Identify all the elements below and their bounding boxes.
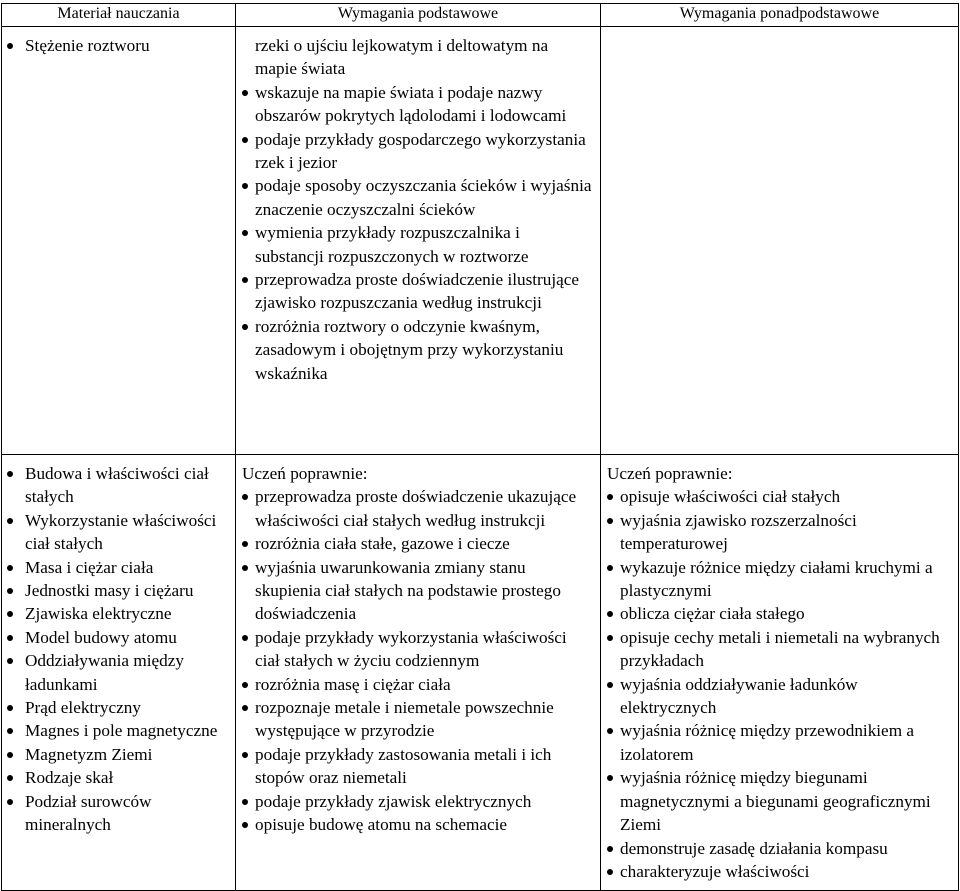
header-row xyxy=(2,4,959,27)
table-row xyxy=(2,455,959,891)
requirement-item: rozróżnia masę i ciężar ciała xyxy=(236,673,592,696)
requirement-item: opisuje budowę atomu na schemacie xyxy=(236,813,592,836)
basic-requirements-cell xyxy=(236,27,601,455)
topic-item: Magnes i pole magnetyczne xyxy=(2,719,235,742)
topic-item: Prąd elektryczny xyxy=(2,696,235,719)
requirement-item: wyjaśnia zjawisko rozszerzalności temperaturowej xyxy=(601,509,952,556)
topic-item: Wykorzystanie właściwości ciał stałych xyxy=(2,509,235,556)
requirement-item: podaje przykłady wykorzystania właściwości ciał stałych w życiu codziennym xyxy=(236,626,592,673)
topics-cell xyxy=(2,455,236,891)
header-basic-requirements: Wymagania podstawowe xyxy=(236,4,601,27)
requirements-intro: Uczeń poprawnie: xyxy=(607,464,733,483)
advanced-requirements-cell xyxy=(601,455,959,891)
requirement-item: opisuje cechy metali i niemetali na wybranych przykładach xyxy=(601,626,952,673)
requirement-item: przeprowadza proste doświadczenie ukazujące właściwości ciał stałych według instrukcji xyxy=(236,485,592,532)
topic-item: Podział surowców mineralnych xyxy=(2,790,235,837)
requirement-item: wyjaśnia uwarunkowania zmiany stanu skupienia ciał stałych na podstawie prostego doświadczenia xyxy=(236,556,592,626)
requirement-item: podaje przykłady gospodarczego wykorzystania rzek i jezior xyxy=(236,128,592,175)
topic-item: Model budowy atomu xyxy=(2,626,235,649)
curriculum-table xyxy=(1,3,959,891)
table-row xyxy=(2,27,959,455)
requirement-item: charakteryzuje właściwości xyxy=(601,860,952,883)
requirement-list xyxy=(236,485,600,836)
requirement-item: wymienia przykłady rozpuszczalnika i substancji rozpuszczonych w roztworze xyxy=(236,221,592,268)
requirement-item: wskazuje na mapie świata i podaje nazwy obszarów pokrytych lądolodami i lodowcami xyxy=(236,81,592,128)
requirement-item: rozróżnia roztwory o odczynie kwaśnym, zasadowym i obojętnym przy wykorzystaniu wskaźnika xyxy=(236,315,592,385)
requirement-item: opisuje właściwości ciał stałych xyxy=(601,485,952,508)
requirement-item: podaje przykłady zjawisk elektrycznych xyxy=(236,790,592,813)
requirement-item: przeprowadza proste doświadczenie ilustrujące zjawisko rozpuszczania według instrukcji xyxy=(236,268,592,315)
requirement-list xyxy=(236,81,600,385)
requirement-item: podaje przykłady zastosowania metali i ich stopów oraz niemetali xyxy=(236,743,592,790)
requirement-item: oblicza ciężar ciała stałego xyxy=(601,602,952,625)
requirement-item: wyjaśnia oddziaływanie ładunków elektrycznych xyxy=(601,673,952,720)
continued-requirement-text: rzeki o ujściu lejkowatym i deltowatym na mapie świata xyxy=(255,36,549,79)
topic-list xyxy=(2,462,235,837)
requirement-item: rozpoznaje metale i niemetale powszechnie występujące w przyrodzie xyxy=(236,696,592,743)
header-teaching-material: Materiał nauczania xyxy=(2,4,236,27)
topic-item: Oddziaływania między ładunkami xyxy=(2,649,235,696)
topic-item: Jednostki masy i ciężaru xyxy=(2,579,235,602)
topics-cell xyxy=(2,27,236,455)
topic-item: Masa i ciężar ciała xyxy=(2,556,235,579)
topic-item: Budowa i właściwości ciał stałych xyxy=(2,462,235,509)
requirement-item: demonstruje zasadę działania kompasu xyxy=(601,837,952,860)
requirement-item: rozróżnia ciała stałe, gazowe i ciecze xyxy=(236,532,592,555)
topic-item: Magnetyzm Ziemi xyxy=(2,743,235,766)
topic-list xyxy=(2,34,235,57)
advanced-requirements-cell xyxy=(601,27,959,455)
topic-item: Stężenie roztworu xyxy=(2,34,235,57)
requirement-item: podaje sposoby oczyszczania ścieków i wyjaśnia znaczenie oczyszczalni ścieków xyxy=(236,174,592,221)
topic-item: Zjawiska elektryczne xyxy=(2,602,235,625)
basic-requirements-cell xyxy=(236,455,601,891)
header-advanced-requirements: Wymagania ponadpodstawowe xyxy=(601,4,959,27)
topic-item: Rodzaje skał xyxy=(2,766,235,789)
requirement-list xyxy=(601,485,958,883)
requirement-item: wykazuje różnice między ciałami kruchymi a plastycznymi xyxy=(601,556,952,603)
requirement-item: wyjaśnia różnicę między przewodnikiem a izolatorem xyxy=(601,719,952,766)
requirement-item: wyjaśnia różnicę między biegunami magnetycznymi a biegunami geograficznymi Ziemi xyxy=(601,766,952,836)
requirements-intro: Uczeń poprawnie: xyxy=(242,464,368,483)
